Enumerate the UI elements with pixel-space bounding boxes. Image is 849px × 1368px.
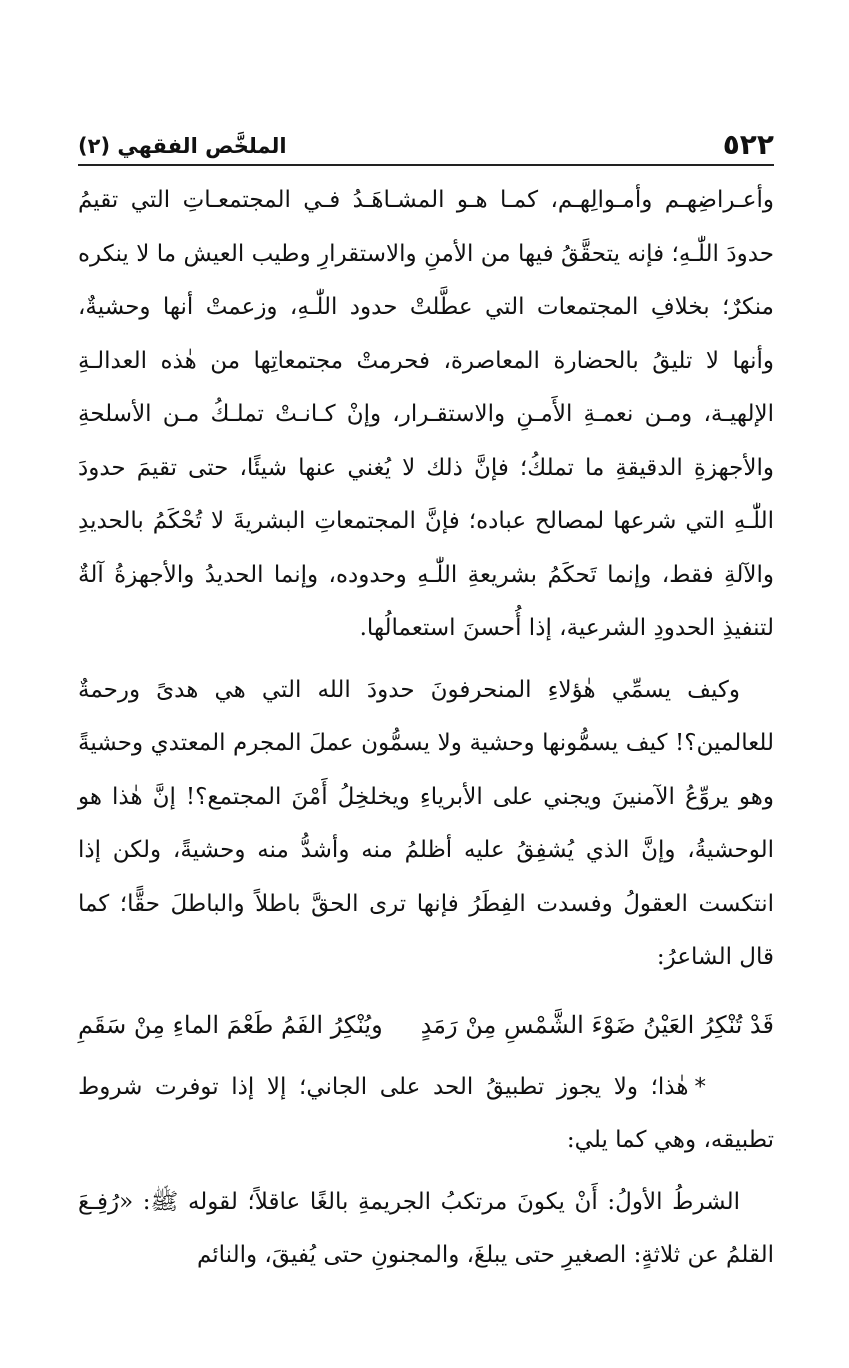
main-text <box>78 174 774 1283</box>
header-divider <box>78 164 774 166</box>
page-header <box>78 128 774 162</box>
asterisk-marker: * <box>694 1073 706 1100</box>
page-number: ٥٢٢ <box>722 128 774 161</box>
running-title: الملخَّص الفقهي (٢) <box>78 134 287 158</box>
paragraph-3-text: هٰذا؛ ولا يجوز تطبيقُ الحد على الجاني؛ إلا إذا توفرت شروط تطبيقه، وهي كما يلي: <box>78 1073 774 1153</box>
verse-second-hemistich: ويُنْكِرُ الفَمُ طَعْمَ الماءِ مِنْ سَقَمِ <box>78 1010 383 1039</box>
poetry-verse <box>78 999 774 1051</box>
paragraph-3 <box>78 1061 774 1168</box>
paragraph-1: وأعـراضِهـم وأمـوالِهـم، كمـا هـو المشـاهَـدُ فـي المجتمعـاتِ التي تقيمُ حدودَ اللّٰـهِ؛ فإنه يتحقَّقُ فيها من الأمنِ والاستقرارِ وطيب العيش ما لا ينكره منكرٌ؛ بخلافِ المجتمعات التي عطَّلتْ حدود اللّٰـهِ، وزعمتْ أنها وحشيةٌ، وأنها لا تليقُ بالحضارة المعاصرة، فحرمتْ مجتمعاتِها من هٰذه العدالـةِ الإلهيـة، ومـن نعمـةِ الأَمـنِ والاستقـرار، وإنْ كـانـتْ تملـكُ مـن الأسلحةِ والأجهزةِ الدقيقةِ ما تملكُ؛ فإنَّ ذلك لا يُغني عنها شيئًا، حتى تقيمَ حدودَ اللّٰـهِ التي شرعها لمصالح عباده؛ فإنَّ المجتمعاتِ البشريةَ لا تُحْكَمُ بالحديدِ والآلةِ فقط، وإنما تَحكَمُ بشريعةِ اللّٰـهِ وحدوده، وإنما الحديدُ والأجهزةُ آلةٌ لتنفيذِ الحدودِ الشرعية، إذا أُحسنَ استعمالُها. <box>78 187 774 641</box>
paragraph-4: الشرطُ الأولُ: أَنْ يكونَ مرتكبُ الجريمةِ بالغًا عاقلاً؛ لقوله ﷺ: «رُفِـعَ القلمُ عن ثلاثةٍ: الصغيرِ حتى يبلغَ، والمجنونِ حتى يُفيقَ، والنائم <box>78 1188 774 1268</box>
verse-first-hemistich: قَدْ تُنْكِرُ العَيْنُ ضَوْءَ الشَّمْسِ مِنْ رَمَدٍ <box>420 1010 774 1039</box>
paragraph-2: وكيف يسمِّي هٰؤلاءِ المنحرفونَ حدودَ الله التي هي هدىً ورحمةٌ للعالمين؟! كيف يسمُّونها وحشية ولا يسمُّون عملَ المجرم المعتدي وحشيةً وهو يروِّعُ الآمنينَ ويجني على الأبرياءِ ويخلخِلُ أَمْنَ المجتمع؟! إنَّ هٰذا هو الوحشيةُ، وإنَّ الذي يُشفِقُ عليه أظلمُ منه وأشدُّ منه وحشيةً، ولكن إذا انتكست العقولُ وفسدت الفِطَرُ فإنها ترى الحقَّ باطلاً والباطلَ حقًّا؛ كما قال الشاعرُ: <box>78 676 774 970</box>
